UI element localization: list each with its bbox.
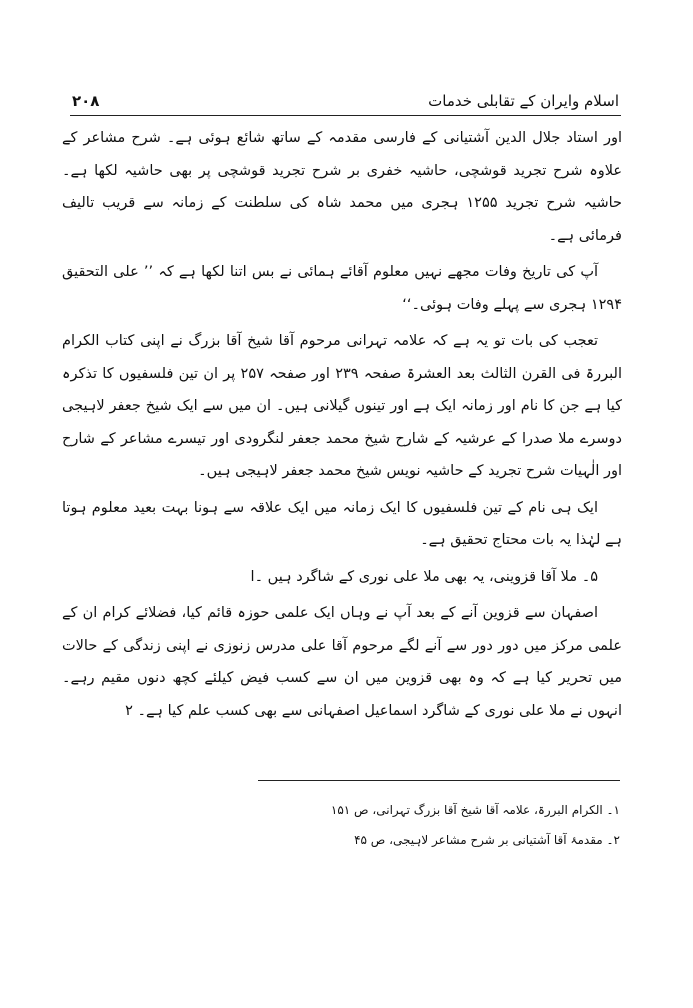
body-text <box>62 122 622 731</box>
footnote: ۲۔ مقدمۂ آقا آشتیانی بر شرح مشاعر لاہیجی، ص ۴۵ <box>354 833 620 847</box>
footnotes <box>262 795 620 855</box>
paragraph: آپ کی تاریخ وفات مجھے نہیں معلوم آقائے ہمائی نے بس اتنا لکھا ہے کہ ’’ علی التحقیق ۱۲۹۴ ہجری سے پہلے وفات ہوئی۔‘‘ <box>62 264 622 313</box>
paragraph: اور استاد جلال الدین آشتیانی کے فارسی مقدمہ کے ساتھ شائع ہوئی ہے۔ شرح مشاعر کے علاوہ شرح تجرید قوشچی، حاشیہ خفری بر شرح تجرید قوشچی پر بھی حاشیہ لکھا ہے۔ حاشیہ شرح تجرید ۱۲۵۵ ہجری میں محمد شاہ کی سلطنت کے زمانہ سے قریب تالیف فرمائی ہے۔ <box>62 130 622 244</box>
page-number: ۲۰۸ <box>72 92 100 110</box>
footnote: ۱۔ الکرام البررۃ، علامہ آقا شیخ آقا بزرگ تہرانی، ص ۱۵۱ <box>330 803 620 817</box>
running-header-title: اسلام وایران کے تقابلی خدمات <box>428 92 619 110</box>
paragraph: اصفہان سے قزوین آنے کے بعد آپ نے وہاں ایک علمی حوزہ قائم کیا، فضلائے کرام ان کے علمی مرکز میں دور دور سے آنے لگے مرحوم آقا علی مدرس زنوزی نے اپنی زندگی کے حالات میں تحریر کیا ہے کہ وہ بھی قزوین میں ان سے کسب فیض کیلئے کچھ دنوں مقیم رہے۔ انہوں نے ملا علی نوری کے شاگرد اسماعیل اصفہانی سے بھی کسب علم کیا ہے۔ ۲ <box>62 605 622 719</box>
section-heading: ۵۔ ملا آقا قزوینی، یہ بھی ملا علی نوری کے شاگرد ہیں ۔ا <box>250 568 598 585</box>
paragraph: تعجب کی بات تو یہ ہے کہ علامہ تہرانی مرحوم آقا شیخ آقا بزرگ نے اپنی کتاب الکرام البررۃ فی القرن الثالث بعد العشرۃ صفحہ ۲۳۹ اور صفحہ ۲۵۷ پر ان تین فلسفیوں کا تذکرہ کیا ہے جن کا نام اور زمانہ ایک ہے اور تینوں گیلانی ہیں۔ ان میں سے ایک شیخ جعفر لاہیجی دوسرے ملا صدرا کے عرشیہ کے شارح شیخ محمد جعفر لنگرودی اور تیسرے مشاعر کے شارح اور الٰہیات شرح تجرید کے حاشیہ نویس شیخ محمد جعفر لاہیجی ہیں۔ <box>62 333 622 479</box>
paragraph: ایک ہی نام کے تین فلسفیوں کا ایک زمانہ میں ایک علاقہ سے ہونا بہت بعید معلوم ہوتا ہے لہٰذا یہ بات محتاج تحقیق ہے۔ <box>62 499 622 548</box>
running-header <box>70 88 619 118</box>
header-divider <box>70 115 621 116</box>
footnote-divider <box>258 780 620 781</box>
